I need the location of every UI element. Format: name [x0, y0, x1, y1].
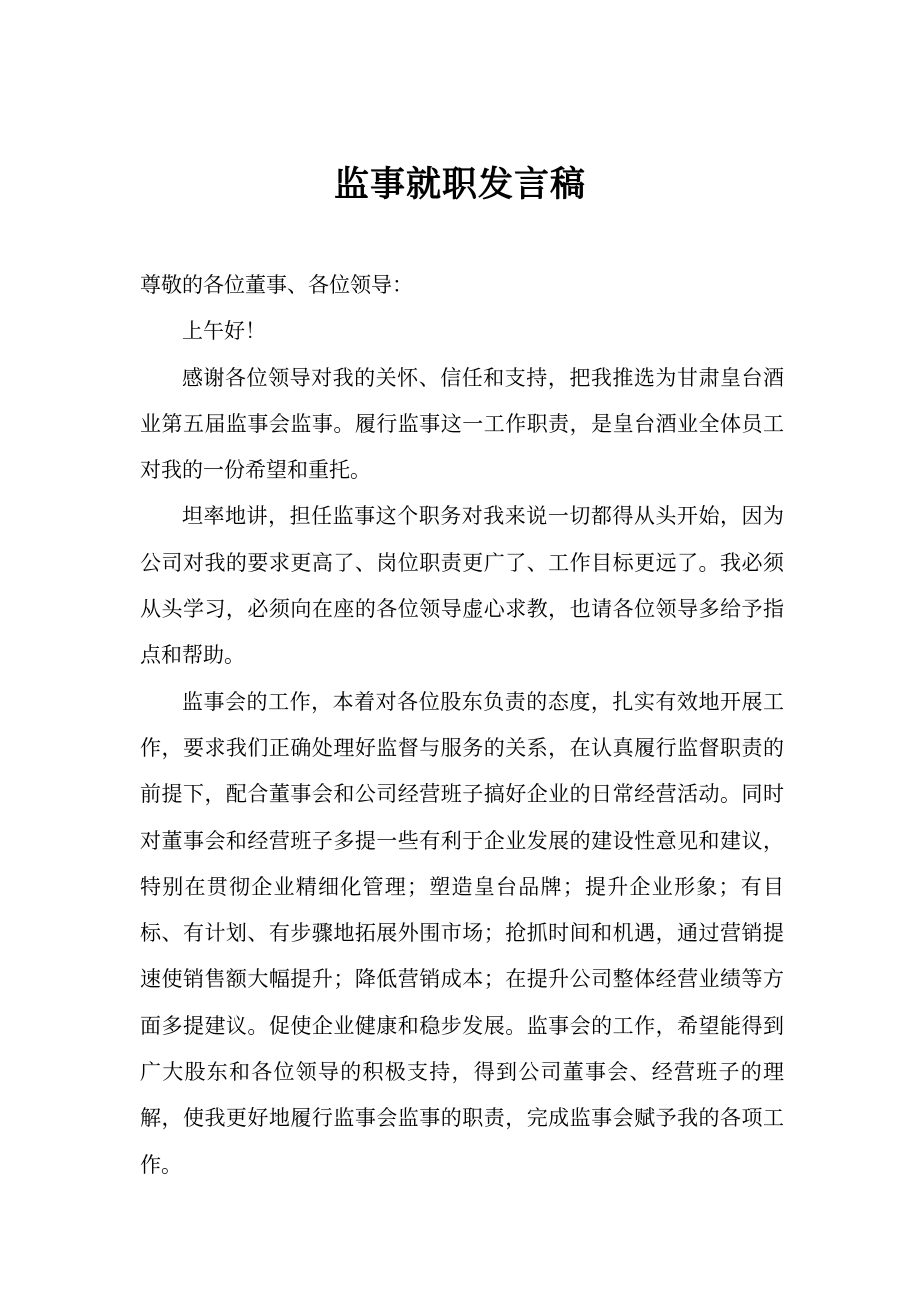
paragraph-thanks: 感谢各位领导对我的关怀、信任和支持，把我推选为甘肃皇台酒业第五届监事会监事。履行监事这一工作职责，是皇台酒业全体员工对我的一份希望和重托。: [140, 365, 784, 483]
salutation: 尊敬的各位董事、各位领导：: [140, 273, 413, 297]
document-body: [140, 262, 784, 1188]
paragraph-greeting: 上午好！: [182, 319, 266, 344]
paragraph-work-plan: 监事会的工作，本着对各位股东负责的态度，扎实有效地开展工作，要求我们正确处理好监督与服务的关系，在认真履行监督职责的前提下，配合董事会和公司经营班子搞好企业的日常经营活动。同时对董事会和经营班子多提一些有利于企业发展的建设性意见和建议，特别在贯彻企业精细化管理；塑造皇台品牌；提升企业形象；有目标、有计划、有步骤地拓展外围市场；抢抓时间和机遇，通过营销提速使销售额大幅提升；降低营销成本；在提升公司整体经营业绩等方面多提建议。促使企业健康和稳步发展。监事会的工作，希望能得到广大股东和各位领导的积极支持，得到公司董事会、经营班子的理解，使我更好地履行监事会监事的职责，完成监事会赋予我的各项工作。: [140, 689, 784, 1177]
paragraph-commitment: 坦率地讲，担任监事这个职务对我来说一切都得从头开始，因为公司对我的要求更高了、岗位职责更广了、工作目标更远了。我必须从头学习，必须向在座的各位领导虚心求教，也请各位领导多给予指点和帮助。: [140, 504, 784, 668]
document-title: 监事就职发言稿: [333, 164, 586, 205]
